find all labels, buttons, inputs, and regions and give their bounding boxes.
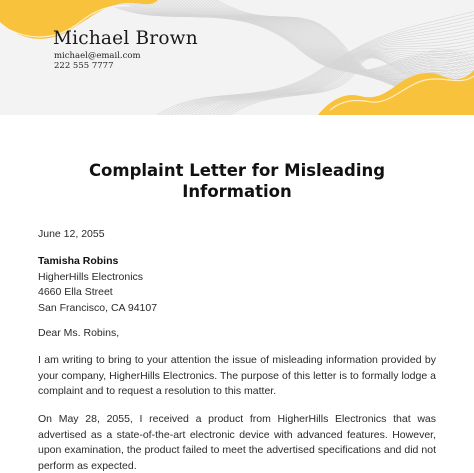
letter-title [37,160,437,202]
sender-phone: 222 555 7777 [54,61,114,71]
recipient-name: Tamisha Robins [38,255,119,267]
letter-date: June 12, 2055 [38,228,105,240]
recipient-street: 4660 Ella Street [38,286,113,298]
recipient-city: San Francisco, CA 94107 [38,301,158,314]
letterhead [0,0,474,115]
paragraph-1: I am writing to bring to your attention the issue of misleading information provided by your company, HigherHills Electronics. The purpose of this letter is to formally lodge a complaint and to request a resolution to this matter. [38,354,436,397]
letter-title-line-1: Complaint Letter for Misleading [88,161,386,180]
salutation: Dear Ms. Robins, [38,327,120,339]
sender-email: michael@email.com [54,51,141,61]
letter-title-line-2: Information [182,182,292,201]
sender-name: Michael Brown [53,28,198,49]
recipient-block [38,254,436,316]
paragraph-2: On May 28, 2055, I received a product from HigherHills Electronics that was advertised as a state-of-the-art electronic device with advanced features. However, upon examination, the product failed to meet the advertised specifications and did not perform as expected. [38,413,436,472]
recipient-company: HigherHills Electronics [38,270,144,283]
